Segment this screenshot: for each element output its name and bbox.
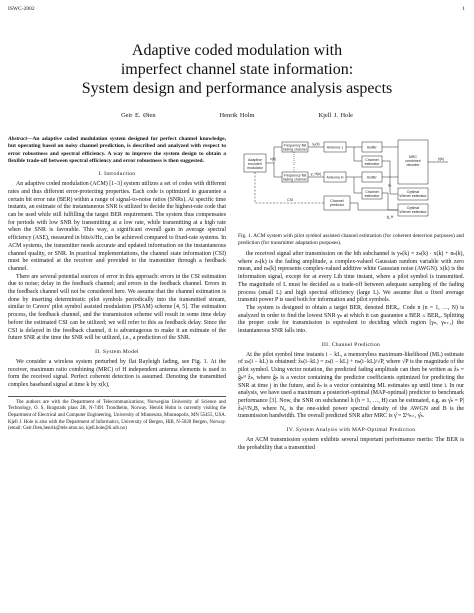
channel-label-ha: Frequency flat: [283, 173, 307, 178]
mrc-label-2: combiner/: [405, 159, 421, 163]
wiener-label-hb: Wiener estimator: [399, 210, 427, 214]
channel-prediction-paragraph: At the pilot symbol time instants i − kL, a memoryless maximum-likelihood (ML) estimate of zₕ(i − kL) is obtained: ẑₕ(i−kL) = zₕ(i − kL) + nₕ(i−kL)/√P, where √P is the magnitude of the pilot symbol. Using vector notation, the predicted fading amplitude can then be written as ẑₕ = ĝₕᴴ ẑₕ, where ĝₕ is a vector containing the predictor coefficients optimized for predicting the SNR at time j in the future, and ẑₕ is a vector containing ML estimates up until time i. In our analysis, we have used a maximum a posteriori-optimal (MAP-optimal) predictor to benchmark performance [3]. Now, the SNR on subchannel h (h = 1, …, H) can be estimated, e.g. as γ̂ₕ = P|ẑₕ|²/N₀B, where N₀ is the one-sided power spectral density of the AWGN and B is the transmission bandwidth. The overall predicted SNR after MRC is γ̂ = Σᴴₕ₌₁ γ̂ₕ.: [238, 351, 464, 420]
estimator-label-ha: Channel: [365, 190, 379, 194]
analysis-paragraph: An ACM transmission system exhibits several important performance merits: The BER is the probability that a transmitted: [238, 437, 464, 451]
signal-label-g1: ĝ₁: [388, 183, 392, 187]
intro-paragraph: There are several potential sources of error in this approach: errors in the CSI estimation due to noise; delay in the feedback channel; and errors in the feedback channel. Errors in the feedback channel will not be considered here. We assume that the channel estimation is done by inserting deterministic pilot symbols periodically into the transmitted stream, similar to Cavers' pilot symbol assisted modulation (PSAM) scheme [4, 5]. The estimation process, the feedback channel, and the transmission scheme will result in some time delay before the estimated CSI can be utilized; we will refer to this as feedback delay. Since the CSI is delayed in the feedback channel, it is advantageous to make it an estimate of the future SNR at the time the SNR will be utilized, i.e., a prediction of the SNR.: [8, 273, 226, 342]
mrc-label-1: MRC: [408, 155, 418, 159]
channel-label-1b: fading channel: [283, 147, 307, 152]
antenna-label-h: Antenna H: [326, 175, 344, 180]
antenna-label-1: Antenna 1: [326, 145, 344, 150]
body-paragraph: the received signal after transmission on the hth subchannel is yₕ(k) = zₕ(k) · x(k) + nₕ(k), where zₕ(k) is the fading amplitude, a complex-valued Gaussian random variable with zero mean, and nₕ(k) represents complex-valued additive white Gaussian noise (AWGN). x(k) is the information signal, except for at every Lth time instant, where a pilot symbol is transmitted. The magnitude of L must be decided as a trade-off between adequate sampling of the fading process (small L) and high spectral efficiency (large L). We assume that a fixed average transmit power P is used both for information and pilot symbols.: [238, 251, 464, 304]
abstract-text: —An adaptive coded modulation system designed for perfect channel knowledge, but operating based on noisy channel prediction, is described and analyzed with respect to error robustness and spectral efficiency. A way to improve the system design to obtain a flexible trade-off between spectral efficiency and error robustness is then suggested.: [8, 136, 226, 164]
predictor-label-1: Channel: [330, 199, 344, 203]
running-head-left: ISWC-2002: [8, 6, 35, 12]
encoder-label-1: Adaptive: [248, 158, 262, 162]
author-footnote: The authors are with the Department of Telecommunications, Norwegian University of Science and Technology, O. S. Bragstads plass 2B, N-7491 Trondheim, Norway. Henrik Holm is currently visiting the Department of Electrical and Computer Engineering, University of Minnesota, Minneapolis, MN 55455, USA. Kjell J. Hole is also with the Department of Informatics, University of Bergen, HiB, N-5020 Bergen, Norway. (email: Geir.Oien,henrik@tele.ntnu.no, kjell.hole@ii.uib.no): [8, 396, 226, 433]
left-column: [8, 136, 226, 433]
mrc-label-3: decoder: [406, 163, 420, 167]
encoder-label-3: modulator: [247, 166, 263, 170]
buffer-label-1: Buffer: [367, 145, 377, 150]
author-name: Henrik Holm: [219, 112, 255, 119]
csi-label: CSI: [287, 198, 293, 202]
section-heading-channel-prediction: III. Channel Prediction: [321, 341, 381, 348]
abstract-lead: Abstract: [8, 136, 27, 142]
system-model-paragraph: We consider a wireless system perturbed by flat Rayleigh fading, see Fig. 1. At the receiver, maximum ratio combining (MRC) of H independent antenna elements is used to form the received signal. Perfect coherent detection is assumed. Denoting the transmitted complex baseband signal at time k by x(k),: [8, 358, 226, 389]
paper-title: [0, 41, 474, 98]
estimator-label-1b: estimator: [364, 162, 380, 166]
predictor-label-2: predictor: [330, 203, 344, 207]
section-heading-introduction: I. Introduction: [98, 171, 136, 178]
body-paragraph: The system is designed to obtain a target BER, denoted BER₀. Code n (n = 1, …, N) is analyzed in order to find the lowest SNR γₙ at which it can guarantee a BER ≤ BER₀. Splitting the proper code for transmission is equivalent to deciding which region [γₙ, γₙ₊₁) the instantaneous SNR falls into.: [238, 304, 464, 335]
signal-label-gh: ĝ_H: [386, 215, 394, 219]
title-line: System design and performance analysis aspects: [81, 80, 393, 97]
signal-label-x: x(k): [270, 157, 276, 161]
signal-label-yhat: ŷ(k): [438, 157, 444, 161]
channel-label-hb: fading channel: [283, 177, 307, 182]
signal-label-yh: y_H(k): [310, 172, 322, 176]
section-heading-system-model: II. System Model: [95, 348, 139, 355]
title-line: Adaptive coded modulation with: [131, 42, 343, 59]
encoder-label-2: encoder/: [248, 162, 262, 166]
wiener-label-ha: Optimal: [406, 206, 420, 210]
section-heading-analysis: IV. System Analysis with MAP-Optimal Prediction: [286, 427, 416, 434]
signal-label-y1: y₁(k): [312, 142, 320, 146]
system-block-diagram: [238, 136, 464, 230]
channel-label-1a: Frequency flat: [283, 143, 307, 148]
wiener-label-1a: Optimal: [406, 190, 420, 194]
estimator-label-hb: estimator: [364, 194, 380, 198]
estimator-label-1a: Channel: [365, 158, 379, 162]
figure-caption: Fig. 1. ACM system with pilot symbol assisted channel estimation (for coherent detection purposes) and prediction (for transmitter adaptation purposes).: [238, 233, 464, 246]
abstract: [8, 136, 226, 165]
wiener-label-1b: Wiener estimator: [399, 194, 427, 198]
right-column: [238, 136, 464, 452]
title-line: imperfect channel state information:: [120, 61, 354, 78]
author-name: Kjell J. Hole: [318, 112, 353, 119]
buffer-label-h: Buffer: [367, 175, 377, 180]
page-number: 1: [462, 6, 465, 12]
author-list: [0, 112, 474, 119]
author-name: Geir E. Øien: [121, 112, 156, 119]
intro-paragraph: An adaptive coded modulation (ACM) [1–3] system utilizes a set of codes with different rates and thus different error-protecting properties. Each code is optimized to guarantee a certain bit error rate (BER) within a range of signal-to-noise ratios (SNRs). At specific time instants, an estimate of the instantaneous SNR is utilized to decide the highest-rate code that can be used while still fulfilling the target BER requirement. The system thus compensates for periods with low SNR by transmitting at a low rate, while transmitting at a high rate when the SNR is favorable. This way, a significant overall gain in average spectral efficiency (ASE), measured in bits/s/Hz, can be achieved compared to fixed-rate systems. In ACM systems, the transmitter needs accurate and updated information on the instantaneous channel quality, or SNR. In practical implementations, the channel state information (CSI) must be estimated at the receiver and provided to the transmitter through a feedback channel.: [8, 181, 226, 272]
